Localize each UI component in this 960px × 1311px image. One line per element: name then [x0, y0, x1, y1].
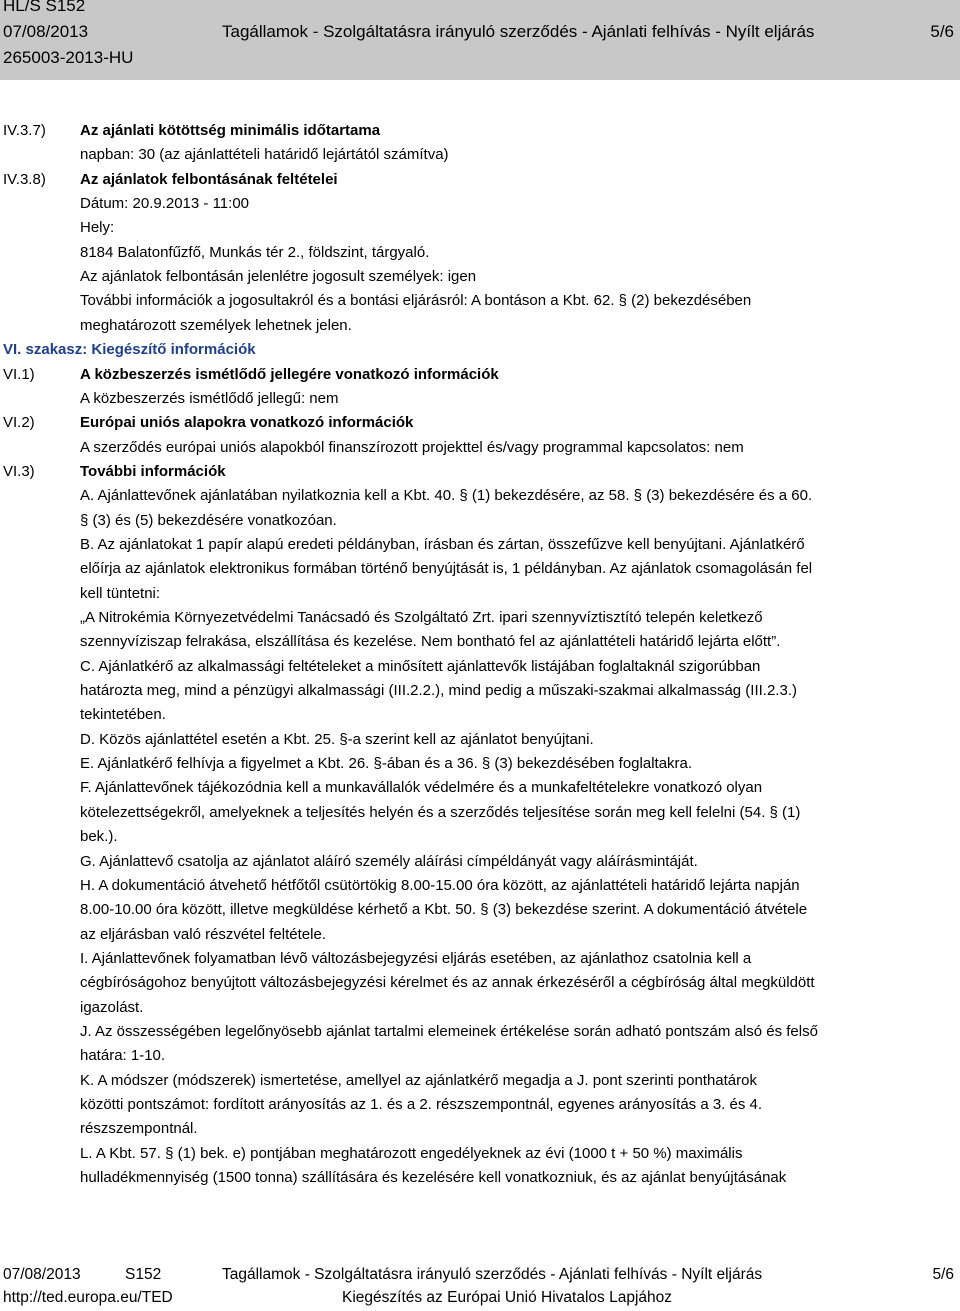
header-title: Tagállamok - Szolgáltatásra irányuló szerződés - Ajánlati felhívás - Nyílt eljárás: [222, 22, 815, 41]
text-line: tekintetében.: [80, 706, 166, 723]
header-page-number: 5/6: [930, 22, 954, 41]
footer-page-number: 5/6: [932, 1266, 954, 1283]
section-heading: VI. szakasz: Kiegészítő információk: [3, 341, 256, 358]
text-line: J. Az összességében legelőnyösebb ajánlat tartalmi elemeinek értékelése során adható pontszám alsó és felső: [80, 1023, 818, 1040]
text-line: C. Ajánlatkérő az alkalmassági feltételeket a minősített ajánlattevők listájában foglaltaknál szigorúbban: [80, 658, 761, 675]
text-line: szennyvíziszap felrakása, elszállítása és kezelése. Nem bontható fel az ajánlattételi határidő lejárta előtt”.: [80, 633, 781, 650]
item-heading: További információk: [80, 463, 226, 480]
header-date: 07/08/2013: [3, 22, 89, 41]
text-line: Dátum: 20.9.2013 - 11:00: [80, 195, 249, 212]
text-line: A közbeszerzés ismétlődő jellegű: nem: [80, 390, 339, 407]
text-line: közötti pontszámot: fordított arányosítás az 1. és a 2. részszempontnál, egyenes arányosítás a 3. és 4.: [80, 1096, 763, 1113]
text-line: H. A dokumentáció átvehető hétfőtől csütörtökig 8.00-15.00 óra között, az ajánlattételi határidő lejárta napján: [80, 877, 800, 894]
item-number: VI.1): [3, 366, 35, 383]
text-line: cégbíróságohoz benyújtott változásbejegyzési kérelmet és az annak érkezéséről a cégbíróság által megküldött: [80, 974, 815, 991]
item-heading: Az ajánlati kötöttség minimális időtartama: [80, 122, 381, 139]
footer-url[interactable]: http://ted.europa.eu/TED: [3, 1289, 173, 1306]
item-heading: Európai uniós alapokra vonatkozó információk: [80, 414, 414, 431]
text-line: határozta meg, mind a pénzügyi alkalmassági (III.2.2.), mind pedig a műszaki-szakmai alkalmasság (III.2.3.): [80, 682, 797, 699]
text-line: napban: 30 (az ajánlattételi határidő lejártától számítva): [80, 146, 449, 163]
text-line: igazolást.: [80, 999, 144, 1016]
item-number: VI.3): [3, 463, 35, 480]
text-line: F. Ajánlattevőnek tájékozódnia kell a munkavállalók védelmére és a munkafeltételekre vonatkozó olyan: [80, 779, 763, 796]
text-line: D. Közös ajánlattétel esetén a Kbt. 25. §-a szerint kell az ajánlatot benyújtani.: [80, 731, 594, 748]
item-number: IV.3.7): [3, 122, 46, 139]
item-heading: Az ajánlatok felbontásának feltételei: [80, 171, 338, 188]
text-line: kell tüntetni:: [80, 585, 161, 602]
text-line: az eljárásban való részvétel feltétele.: [80, 926, 326, 943]
text-line: K. A módszer (módszerek) ismertetése, amellyel az ajánlatkérő megadja a J. pont szerinti ponthatárok: [80, 1072, 757, 1089]
text-line: Az ajánlatok felbontásán jelenlétre jogosult személyek: igen: [80, 268, 477, 285]
text-line: kötelezettségekről, amelyeknek a teljesítés helyén és a szerződés teljesítése során meg kell felelni (54. § (1): [80, 804, 801, 821]
item-number: IV.3.8): [3, 171, 46, 188]
text-line: B. Az ajánlatokat 1 papír alapú eredeti példányban, írásban és zártan, összefűzve kell benyújtani. Ajánlatkérő: [80, 536, 805, 553]
text-line: hulladékmennyiség (1500 tonna) szállítására és kezelésére kell vonatkozniuk, és az ajánlat benyújtásának: [80, 1169, 787, 1186]
header-series: HL/S S152: [3, 0, 86, 15]
text-line: 8184 Balatonfűzfő, Munkás tér 2., földszint, tárgyaló.: [80, 244, 430, 261]
text-line: A szerződés európai uniós alapokból finanszírozott projekttel és/vagy programmal kapcsolatos: nem: [80, 439, 744, 456]
text-line: A. Ajánlattevőnek ajánlatában nyilatkoznia kell a Kbt. 40. § (1) bekezdésére, az 58. § (3) bekezdésére és a 60.: [80, 487, 813, 504]
text-line: § (3) és (5) bekezdésére vonatkozóan.: [80, 512, 337, 529]
text-line: részszempontnál.: [80, 1120, 198, 1137]
text-line: határa: 1-10.: [80, 1047, 166, 1064]
footer-series: S152: [125, 1266, 162, 1283]
text-line: meghatározott személyek lehetnek jelen.: [80, 317, 352, 334]
text-line: I. Ajánlattevőnek folyamatban lévõ változásbejegyzési eljárás esetében, az ajánlathoz csatolnia kell a: [80, 950, 752, 967]
item-heading: A közbeszerzés ismétlődő jellegére vonatkozó információk: [80, 366, 499, 383]
item-number: VI.2): [3, 414, 35, 431]
text-line: előírja az ajánlatok elektronikus formában történő benyújtását is, 1 példányban. Az ajánlatok csomagolásán fel: [80, 560, 813, 577]
text-line: bek.).: [80, 828, 118, 845]
text-line: 8.00-10.00 óra között, illetve megküldése kérhető a Kbt. 50. § (3) bekezdése szerint. A dokumentáció átvétele: [80, 901, 808, 918]
text-line: E. Ajánlatkérő felhívja a figyelmet a Kbt. 26. §-ában és a 36. § (3) bekezdésében foglaltakra.: [80, 755, 693, 772]
text-line: Hely:: [80, 219, 115, 236]
page-header: [0, 0, 960, 80]
header-document-id: 265003-2013-HU: [3, 48, 134, 67]
footer-date: 07/08/2013: [3, 1266, 81, 1283]
footer-publisher: Kiegészítés az Európai Unió Hivatalos Lapjához: [342, 1289, 672, 1306]
text-line: További információk a jogosultakról és a bontási eljárásról: A bontáson a Kbt. 62. § (2) bekezdésében: [80, 292, 752, 309]
text-line: G. Ajánlattevő csatolja az ajánlatot aláíró személy aláírási címpéldányát vagy aláírásmintáját.: [80, 853, 698, 870]
footer-title: Tagállamok - Szolgáltatásra irányuló szerződés - Ajánlati felhívás - Nyílt eljárás: [222, 1266, 763, 1283]
text-line: „A Nitrokémia Környezetvédelmi Tanácsadó és Szolgáltató Zrt. ipari szennyvíztisztító telepén keletkező: [80, 609, 763, 626]
text-line: L. A Kbt. 57. § (1) bek. e) pontjában meghatározott engedélyeknek az évi (1000 t + 50 %) maximális: [80, 1145, 743, 1162]
